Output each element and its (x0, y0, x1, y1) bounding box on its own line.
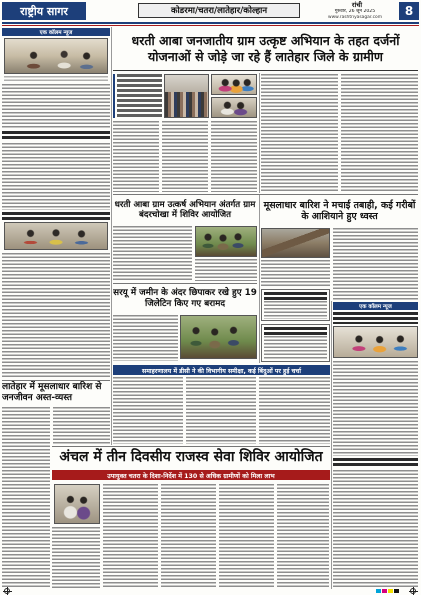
masthead-logo: राष्ट्रीय सागर (2, 2, 86, 20)
camp-body-col-1 (113, 226, 192, 281)
section-label-brief: एक कॉलम न्यूज (2, 28, 110, 36)
page-number: 8 (399, 2, 419, 20)
photo-health-camp (333, 326, 418, 358)
rain-body-col-1 (261, 260, 330, 286)
photo-group (4, 222, 108, 250)
edition-regions: कोडरमा/चतरा/लातेहार/कोल्हान (138, 3, 300, 18)
brief-headline-daughters (333, 312, 418, 324)
headline-revenue-camp: अंचल में तीन दिवसीय राजस्व सेवा शिविर आयोजित (59, 449, 323, 466)
section-label-brief-right: एक कॉलम न्यूज (333, 302, 418, 310)
side-brief-headline-2 (264, 327, 327, 335)
revenue-body-col-1 (52, 527, 100, 588)
headline-gelatin: सरयू में जमीन के अंदर छिपाकर रखे हुए 19 जिलेटिन किए गए बरामद (113, 288, 257, 309)
right-body-1 (333, 361, 418, 456)
subheadline-revenue-camp: उपायुक्त चतरा के दिशा-निर्देश में 130 से अधिक ग्रामीणों को मिला लाभ (52, 470, 330, 480)
header-accent-rule (2, 25, 419, 26)
right-body-2 (333, 470, 418, 588)
right-headline-2 (333, 458, 418, 468)
revenue-body-col-2 (103, 484, 158, 588)
review-body-col-2 (186, 377, 256, 444)
photo-lead-camp-3 (211, 97, 257, 118)
lead-body-col-3 (211, 121, 257, 192)
camp-body-col-2 (195, 259, 257, 281)
revenue-body-col-4 (219, 484, 274, 588)
brief-body-3 (2, 253, 110, 379)
website-url: www.rashtriyasagar.com (328, 15, 382, 20)
photo-lead-camp-1 (164, 74, 209, 118)
pull-quote-text (117, 74, 162, 118)
headline-camp: धरती आबा ग्राम उत्कर्ष अभियान अंतर्गत ग्राम बंदरचोखा में शिविर आयोजित (114, 199, 256, 220)
headline-latehar-rain: लातेहार में मूसलाधार बारिश से जनजीवन अस्त-व्यस्त (2, 382, 102, 403)
lead-pull-quote (113, 74, 162, 118)
registration-mark-left (4, 588, 10, 594)
headline-rain-damage: मूसलाधार बारिश ने मचाई तबाही, कई गरीबों के आशियाने हुए ध्वस्त (263, 199, 416, 222)
color-bar-black (394, 589, 399, 593)
brief-body-1 (2, 84, 110, 129)
color-bar-magenta (382, 589, 387, 593)
latehar-rain-body-col-2 (53, 407, 110, 445)
revenue-body-col-5 (277, 484, 329, 588)
brief-headline-3 (2, 212, 110, 220)
city-name: रांची (351, 1, 363, 9)
review-body-col-3 (259, 377, 330, 444)
registration-mark-right (410, 588, 416, 594)
photo-revenue-camp (54, 484, 100, 524)
photo-caption (4, 76, 108, 82)
brief-body-2 (2, 143, 110, 210)
color-bar-yellow (388, 589, 393, 593)
side-brief-body-1 (264, 301, 327, 319)
lead-body-col-1 (113, 121, 159, 192)
lead-body-col-2 (162, 121, 208, 192)
brief-headline-2 (2, 131, 110, 141)
revenue-body-col-3 (161, 484, 216, 588)
photo-lead-camp-2 (211, 74, 257, 95)
review-body-col-1 (113, 377, 183, 444)
photo-camp (195, 226, 257, 257)
lead-body-col-5 (341, 74, 418, 192)
rain-body-col-2 (333, 228, 418, 300)
photo-hospital-inspection (4, 38, 108, 74)
color-bar-cyan (376, 589, 381, 593)
headline-lead: धरती आबा जनजातीय ग्राम उत्कृष्ट अभियान के तहत दर्जनों योजनाओं से जोड़े जा रहे हैं लातेहार जिले के ग्रामीण (113, 27, 418, 71)
latehar-rain-body-col-1 (2, 407, 50, 588)
side-brief-body-2 (264, 336, 327, 360)
photo-collapsed-house (261, 228, 330, 258)
side-brief-box-2 (261, 324, 330, 362)
gelatin-body (113, 315, 178, 361)
issue-date: गुरुवार, 26 जून 2025 (334, 9, 376, 14)
headline-review-strip: समाहरणालय में डीसी ने की विभागीय समीक्षा, कई बिंदुओं पर हुई चर्चा (113, 365, 330, 375)
side-brief-headline-1 (264, 292, 327, 300)
header-rule (2, 22, 419, 24)
photo-gelatin-recovery (180, 315, 257, 359)
lead-body-col-4 (261, 74, 338, 192)
side-brief-box-1 (261, 289, 330, 321)
